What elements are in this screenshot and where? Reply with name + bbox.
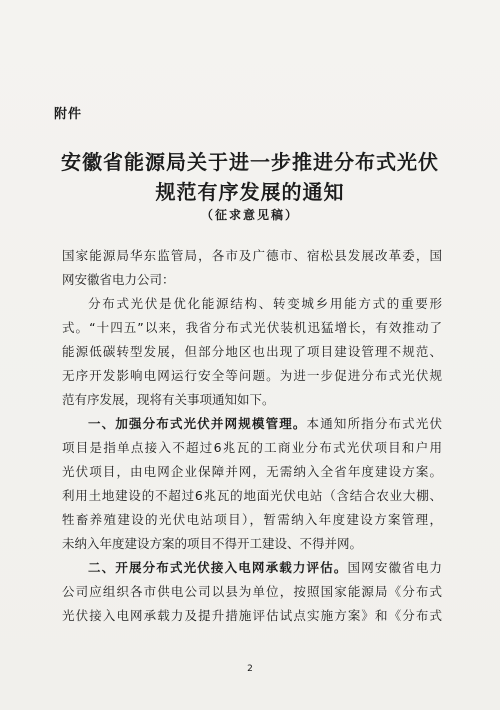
body-line: 利用土地建设的不超过6兆瓦的地面光伏电站（含结合农业大棚、 (62, 488, 442, 503)
body-line: 项目是指单点接入不超过6兆瓦的工商业分布式光伏项目和户用 (62, 440, 442, 455)
body-line: 光伏项目，由电网企业保障并网，无需纳入全省年度建设方案。 (62, 464, 442, 479)
body-line: 范有序发展，现将有关事项通知如下。 (62, 392, 275, 407)
body-line: 公司应组织各市供电公司以县为单位，按照国家能源局《分布式 (62, 584, 442, 599)
body-line: 无序开发影响电网运行安全等问题。为进一步促进分布式光伏规 (62, 368, 442, 383)
section-1-heading: 一、加强分布式光伏并网规模管理。 (88, 416, 307, 431)
body-line: 牲畜养殖建设的光伏电站项目），暂需纳入年度建设方案管理， (62, 512, 442, 527)
body-line: 式。“十四五”以来，我省分布式光伏装机迅猛增长，有效推动了 (62, 320, 442, 335)
section-2-first-line (88, 560, 442, 576)
document-title-line-2: 规范有序发展的通知 (155, 180, 345, 204)
body-line: 分布式光伏是优化能源结构、转变城乡用能方式的重要形 (88, 296, 442, 311)
document-title-line-1: 安徽省能源局关于进一步推进分布式光伏 (61, 150, 439, 174)
body-line: 能源低碳转型发展，但部分地区也出现了项目建设管理不规范、 (62, 344, 442, 359)
section-2-text: 国网安徽省电力 (347, 560, 442, 575)
section-1-first-line (88, 416, 442, 432)
body-line: 网安徽省电力公司： (62, 272, 175, 287)
section-2-heading: 二、开展分布式光伏接入电网承载力评估。 (88, 560, 348, 575)
attachment-label: 附件 (54, 107, 83, 122)
body-line: 光伏接入电网承载力及提升措施评估试点实施方案》和《分布式 (62, 608, 442, 623)
body-line: 未纳入年度建设方案的项目不得开工建设、不得并网。 (62, 536, 363, 551)
page-number: 2 (247, 664, 253, 674)
body-line: 国家能源局华东监管局，各市及广德市、宿松县发展改革委，国 (62, 248, 442, 263)
document-subtitle: （征求意见稿） (200, 208, 299, 222)
section-1-text: 本通知所指分布式光伏 (306, 416, 442, 431)
